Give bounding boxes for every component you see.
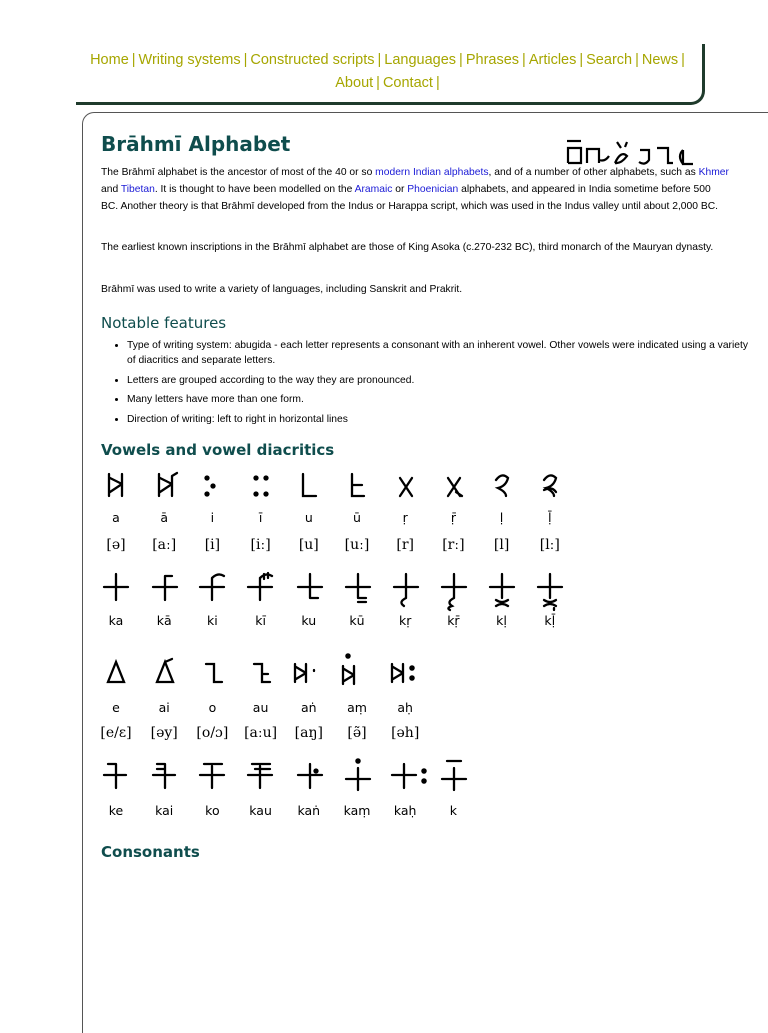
vowel-transliteration: a <box>112 510 120 525</box>
nav-link-phrases[interactable]: Phrases <box>465 52 520 68</box>
ka-row-1-glyphs <box>92 570 572 612</box>
brahmi-ke-glyph <box>104 764 126 788</box>
syllable-transliteration: ku <box>301 613 317 628</box>
top-navigation <box>76 44 705 105</box>
vowel-transliteration: e <box>112 700 120 715</box>
brahmi-aa-glyph <box>159 473 177 496</box>
vowel-transliteration: i <box>210 510 215 525</box>
syllable-transliteration: kaḥ <box>393 803 417 818</box>
vowel-ipa: [iː] <box>250 537 271 553</box>
nav-separator: | <box>522 52 526 68</box>
consonants-heading: Consonants <box>101 843 200 861</box>
brahmi-ka-glyph <box>104 574 128 600</box>
brahmi-an-glyph <box>295 664 314 682</box>
vowel-ipa: [e/ɛ] <box>100 725 132 741</box>
nav-link-home[interactable]: Home <box>90 52 129 68</box>
brahmi-ll-glyph <box>544 475 556 496</box>
syllable-transliteration: k <box>449 803 458 818</box>
vowel-ipa: [ə̃] <box>347 725 367 741</box>
nav-separator: | <box>377 52 382 68</box>
vowel-transliteration: aṅ <box>301 700 317 715</box>
brahmi-ah-glyph <box>392 664 414 682</box>
vowel-ipa: [i] <box>204 537 221 553</box>
vowel-transliteration: ā <box>160 510 169 525</box>
syllable-transliteration: ka <box>108 613 124 628</box>
vowel-transliteration: aḥ <box>397 700 413 715</box>
nav-link-languages[interactable]: Languages <box>384 52 457 68</box>
brahmi-kll-glyph <box>538 574 562 610</box>
syllable-transliteration: kaṃ <box>343 803 371 818</box>
syllable-transliteration: kṝ <box>447 613 460 628</box>
brahmi-kaa-glyph <box>153 576 177 600</box>
vowel-ipa: [o/ɔ] <box>196 725 229 741</box>
brahmi-kam-glyph <box>346 759 370 790</box>
syllable-transliteration: kā <box>156 613 172 628</box>
link-phoenician[interactable]: Phoenician <box>407 184 459 195</box>
brahmi-o-glyph <box>206 664 222 682</box>
nav-link-news[interactable]: News <box>641 52 679 68</box>
syllable-transliteration: kaṅ <box>297 803 321 818</box>
brahmi-kai-glyph <box>153 764 175 788</box>
vowel-transliteration: o <box>208 700 217 715</box>
vowel-transliteration: au <box>252 700 269 715</box>
syllable-transliteration: kai <box>155 803 174 818</box>
features-list <box>101 338 755 431</box>
vowel-transliteration: aṃ <box>347 700 367 715</box>
brahmi-au-glyph <box>254 664 270 682</box>
inscriptions-paragraph: The earliest known inscriptions in the Brāhmī alphabet are those of King Asoka (c.270-232 BC), third monarch of the Mauryan dynasty. <box>101 242 714 253</box>
vowel-ipa: [əh] <box>391 725 420 741</box>
link-tibetan[interactable]: Tibetan <box>120 184 155 195</box>
link-khmer[interactable]: Khmer <box>698 167 729 178</box>
brahmi-am-glyph <box>343 654 354 684</box>
vowel-ipa: [aːu] <box>244 725 278 741</box>
nav-row-1 <box>76 51 702 69</box>
brahmi-ii-glyph <box>255 477 268 496</box>
nav-link-contact[interactable]: Contact <box>382 75 433 91</box>
syllable-transliteration: ke <box>108 803 124 818</box>
vowel-ipa: [əy] <box>150 725 178 741</box>
vowel-row-2-glyphs <box>92 650 432 690</box>
intro-text: or <box>392 184 408 195</box>
nav-row-2 <box>76 74 702 92</box>
vowel-transliteration: u <box>304 510 313 525</box>
brahmi-uu-glyph <box>352 474 364 496</box>
vowel-transliteration: ḷ <box>499 510 504 525</box>
syllable-transliteration: ki <box>207 613 218 628</box>
feature-item: • Many letters have more than one form. <box>127 392 755 407</box>
syllable-transliteration: kḹ <box>544 613 556 628</box>
syllable-transliteration: kṛ <box>398 613 412 628</box>
nav-separator: | <box>635 52 639 68</box>
syllable-transliteration: kū <box>349 613 365 628</box>
notable-features-heading: Notable features <box>101 314 227 332</box>
nav-link-constructed-scripts[interactable]: Constructed scripts <box>250 52 375 68</box>
intro-text: The Brāhmī alphabet is the ancestor of most of the 40 or so <box>101 167 376 178</box>
nav-separator: | <box>681 52 685 68</box>
vowel-transliteration: ṝ <box>450 510 456 525</box>
intro-text: . It is thought to have been modelled on the <box>154 184 355 195</box>
feature-item: • Type of writing system: abugida - each letter represents a consonant with an inherent vowel. Other vowels were indicated using a variety of diacritics and separate letters. <box>127 338 755 368</box>
brahmi-e-glyph <box>108 662 124 682</box>
brahmi-kan-glyph <box>298 764 322 788</box>
brahmi-r-glyph <box>400 478 412 496</box>
link-aramaic[interactable]: Aramaic <box>354 184 393 195</box>
brahmi-ku-glyph <box>298 574 322 598</box>
vowel-transliteration: ḹ <box>547 510 552 525</box>
vowel-transliteration: ī <box>258 510 263 525</box>
brahmi-kr-glyph <box>394 574 418 606</box>
nav-separator: | <box>376 75 380 91</box>
brahmi-ko-glyph <box>200 764 224 788</box>
vowel-row-1-glyphs <box>92 468 572 504</box>
brahmi-ai-glyph <box>157 659 173 682</box>
brahmi-krr-glyph <box>442 574 466 610</box>
brahmi-kau-glyph <box>248 764 272 788</box>
nav-separator: | <box>435 75 440 91</box>
brahmi-i-glyph <box>206 477 215 496</box>
vowel-transliteration: ṛ <box>402 510 408 525</box>
vowel-ipa: [aː] <box>152 537 177 553</box>
nav-link-about[interactable]: About <box>335 75 374 91</box>
intro-text: , and of a number of other alphabets, such as <box>488 167 699 178</box>
ka-row-2-glyphs <box>92 758 482 794</box>
nav-link-search[interactable]: Search <box>586 52 633 68</box>
brahmi-kii-glyph <box>248 573 272 600</box>
vowels-heading: Vowels and vowel diacritics <box>101 441 335 459</box>
brahmi-k-virama-glyph <box>442 761 466 790</box>
vowel-ipa: [rː] <box>442 537 465 553</box>
intro-text: alphabets, and appeared in India sometime before 500 BC. Another theory is that Brāhmī developed from the Indus or Harappa script, which was used in the Indus valley until about 2,000 BC. <box>101 184 719 212</box>
brahmi-u-glyph <box>303 474 316 496</box>
link-modern-indian-alphabets[interactable]: modern Indian alphabets <box>375 167 489 178</box>
brahmi-ki-glyph <box>200 574 224 600</box>
syllable-transliteration: kḷ <box>496 613 508 628</box>
brahmi-rr-glyph <box>448 478 462 496</box>
vowel-ipa: [u] <box>298 537 319 553</box>
nav-link-articles[interactable]: Articles <box>528 52 577 68</box>
syllable-transliteration: kī <box>255 613 266 628</box>
syllable-transliteration: kau <box>249 803 272 818</box>
vowel-ipa: [ə] <box>106 537 126 553</box>
nav-separator: | <box>243 52 248 68</box>
vowel-ipa: [uː] <box>344 537 370 553</box>
feature-item: • Letters are grouped according to the way they are pronounced. <box>127 373 755 388</box>
vowel-transliteration: ai <box>158 700 170 715</box>
brahmi-a-glyph <box>109 474 122 496</box>
feature-item: • Direction of writing: left to right in horizontal lines <box>127 412 755 427</box>
brahmi-l-glyph <box>496 475 508 496</box>
intro-text: and <box>101 184 121 195</box>
intro-paragraph <box>101 164 729 215</box>
vowel-ipa: [r] <box>396 537 414 553</box>
page-title: Brāhmī Alphabet <box>101 132 291 156</box>
nav-separator: | <box>579 52 584 68</box>
languages-paragraph: Brāhmī was used to write a variety of languages, including Sanskrit and Prakrit. <box>101 284 463 295</box>
brahmi-kuu-glyph <box>346 574 370 602</box>
vowel-ipa: [l] <box>493 537 510 553</box>
syllable-transliteration: ko <box>205 803 220 818</box>
brahmi-kl-glyph <box>490 574 514 606</box>
vowel-transliteration: ū <box>353 510 361 525</box>
brahmi-kah-glyph <box>392 764 426 788</box>
nav-link-writing-systems[interactable]: Writing systems <box>138 52 241 68</box>
vowel-ipa: [lː] <box>539 537 560 553</box>
nav-separator: | <box>459 52 463 68</box>
nav-separator: | <box>131 52 136 68</box>
vowel-ipa: [aŋ] <box>294 725 323 741</box>
